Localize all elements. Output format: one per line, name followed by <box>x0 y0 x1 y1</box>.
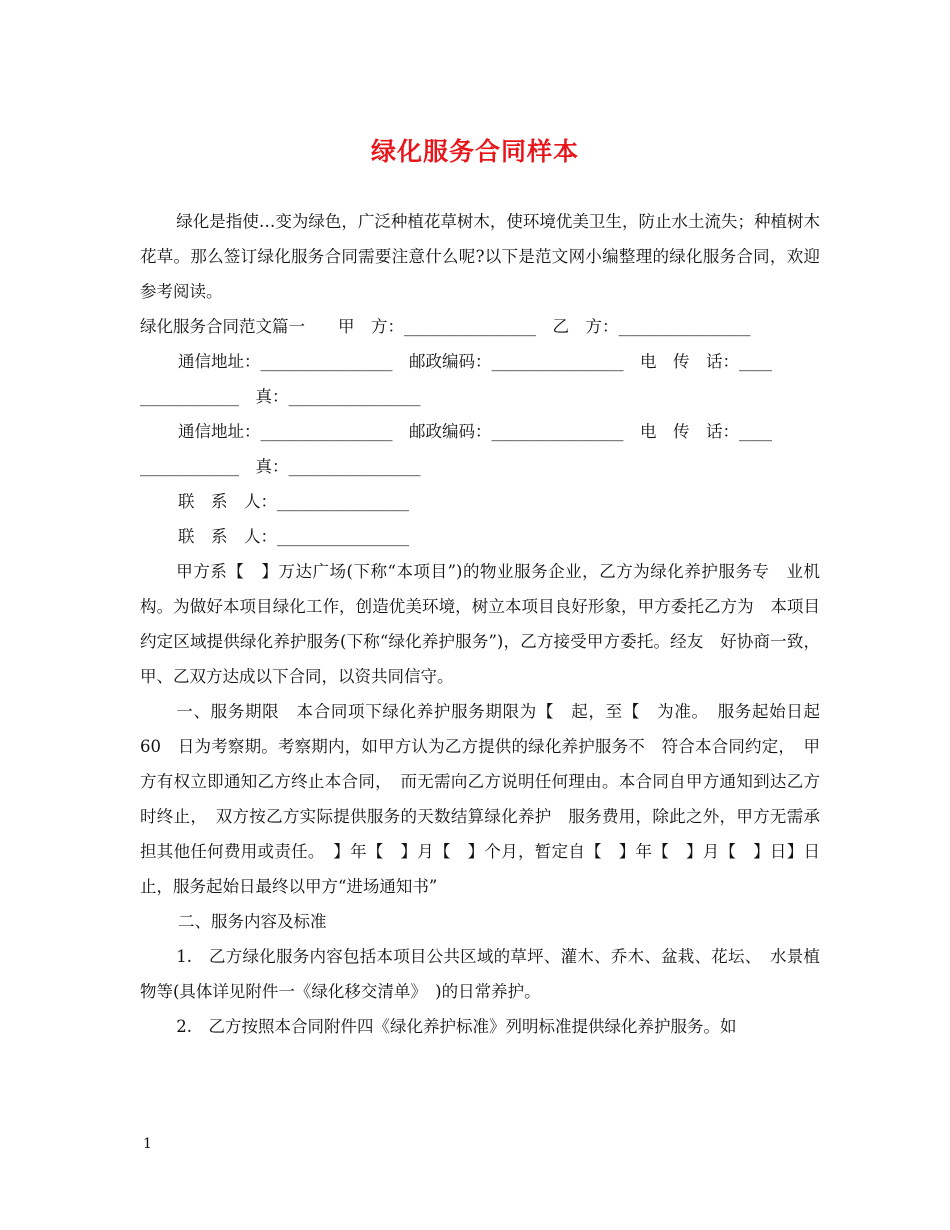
service-item-1: 1. 乙方绿化服务内容包括本项目公共区域的草坪、灌木、乔木、盆栽、花坛、 水景植物等(具体详见附件一《绿化移交清单》 )的日常养护。 <box>140 947 820 1001</box>
address-line-2a: 通信地址：________________ 邮政编码：________________ 电 传 话：____ <box>178 422 772 441</box>
address-line-1b: ____________ 真：________________ <box>140 387 421 406</box>
intro-paragraph: 绿化是指使…变为绿色，广泛种植花草树木，使环境优美卫生，防止水土流失；种植树木花草。那么签订绿化服务合同需要注意什么呢?以下是范文网小编整理的绿化服务合同，欢迎参考阅读。 <box>140 212 820 301</box>
contact-line-1: 联 系 人：________________ <box>178 492 409 511</box>
document-body <box>140 204 837 1044</box>
parties-paragraph: 甲方系【 】万达广场(下称“本项目”)的物业服务企业，乙方为绿化养护服务专 业机构。为做好本项目绿化工作，创造优美环境，树立本项目良好形象，甲方委托乙方为 本项目约定区域提供绿化养护服务(下称“绿化养护服务”)，乙方接受甲方委托。经友 好协商一致，甲、乙双方达成以下合同，以资共同信守。 <box>140 562 820 686</box>
contact-line-2: 联 系 人：________________ <box>178 527 409 546</box>
document-title: 绿化服务合同样本 <box>370 137 579 166</box>
address-line-1a: 通信地址：________________ 邮政编码：________________ 电 传 话：____ <box>178 352 772 371</box>
address-line-2b: ____________ 真：________________ <box>140 457 421 476</box>
service-item-2: 2. 乙方按照本合同附件四《绿化养护标准》列明标准提供绿化养护服务。如 <box>176 1017 737 1036</box>
party-line: 绿化服务合同范文篇一 甲 方：________________ 乙 方：________________ <box>140 317 751 336</box>
page-number: 1 <box>143 1136 152 1152</box>
service-period-paragraph: 一、服务期限 本合同项下绿化养护服务期限为【 起，至【 为准。 服务起始日起 60 日为考察期。考察期内，如甲方认为乙方提供的绿化养护服务不 符合本合同约定， 甲方有权立即通知乙方终止本合同， 而无需向乙方说明任何理由。本合同自甲方通知到达乙方时终止， 双方按乙方实际提供服务的天数结算绿化养护 服务费用，除此之外，甲方无需承担其他任何费用或责任。 】年【 】月【 】个月，暂定自【 】年【 】月【 】日】日止，服务起始日最终以甲方“进场通知书” <box>140 702 837 896</box>
section-heading-2: 二、服务内容及标准 <box>178 912 327 931</box>
